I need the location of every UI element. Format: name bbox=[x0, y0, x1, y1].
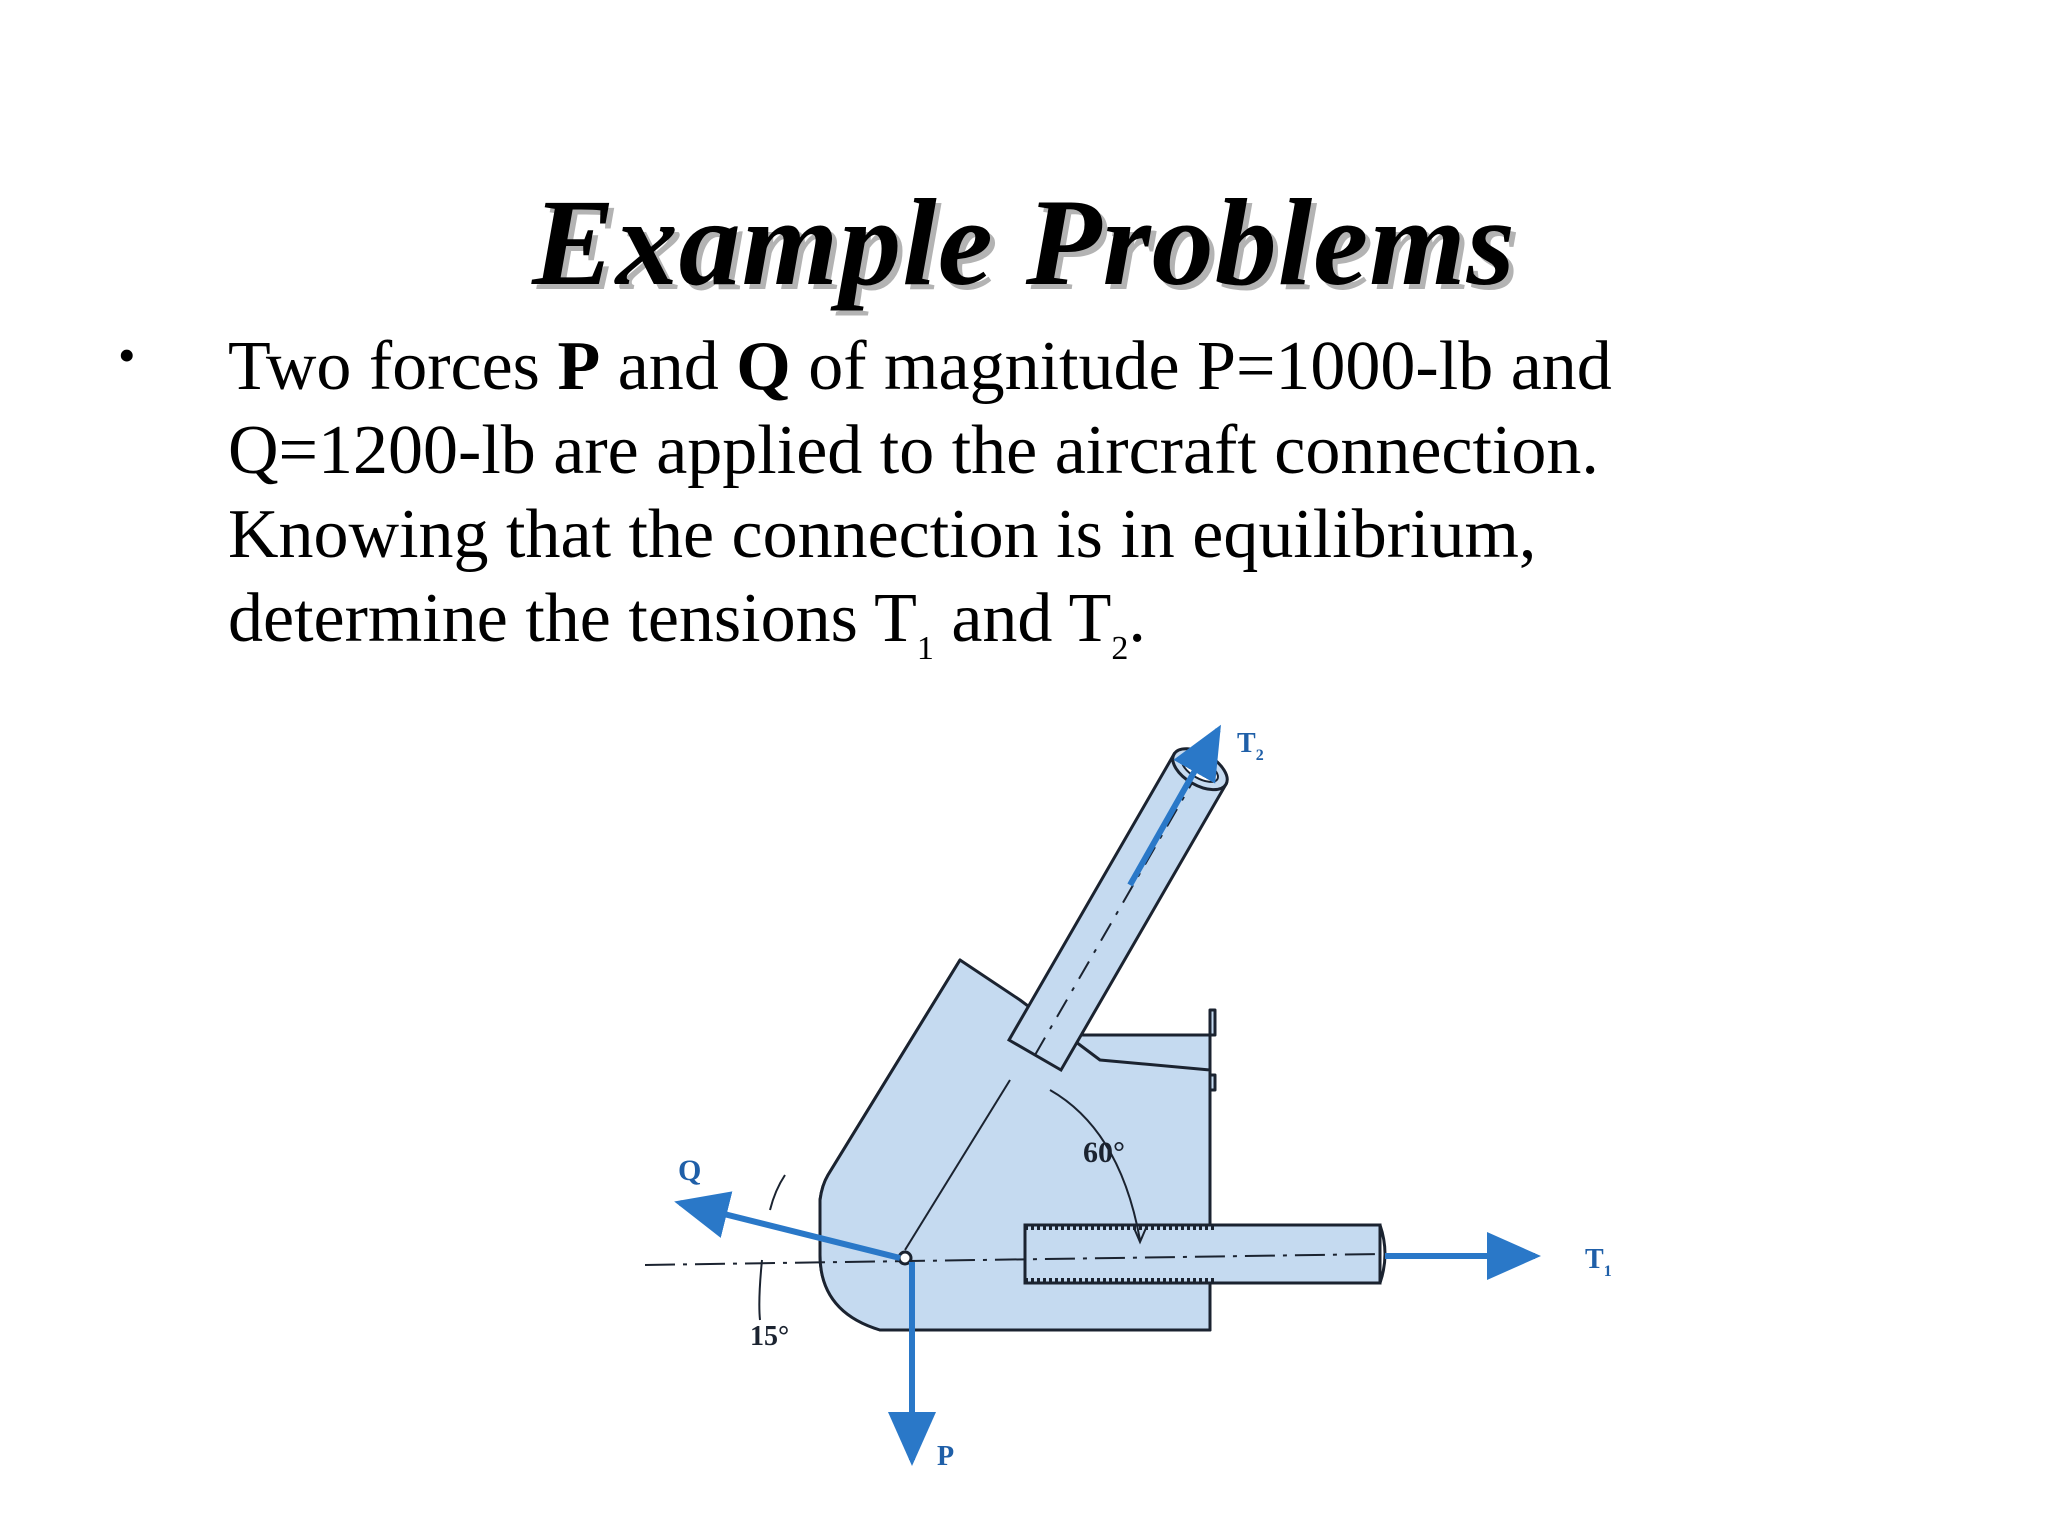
angle-15-arc bbox=[759, 1260, 762, 1320]
inclined-tube bbox=[1009, 740, 1234, 1070]
label-angle-60: 60° bbox=[1083, 1136, 1125, 1169]
problem-line-2: Q=1200-lb are applied to the aircraft connection. bbox=[228, 412, 1599, 489]
slide-title: Example Problems bbox=[532, 174, 1516, 311]
problem-text: determine the tensions T bbox=[228, 580, 917, 657]
label-t1: $T_1$ bbox=[1585, 1244, 1612, 1280]
problem-text: and bbox=[600, 328, 737, 405]
label-q: Q bbox=[678, 1154, 702, 1187]
problem-text: and T bbox=[933, 580, 1112, 657]
bullet-marker: • bbox=[118, 327, 136, 383]
problem-text: . bbox=[1128, 580, 1146, 657]
horizontal-tube bbox=[1025, 1225, 1385, 1283]
angle-15-tick bbox=[770, 1175, 785, 1210]
label-p: P bbox=[937, 1441, 955, 1472]
force-q-bold: Q bbox=[736, 328, 791, 405]
problem-text: Two forces bbox=[228, 328, 558, 405]
problem-line-3: Knowing that the connection is in equilibrium, bbox=[228, 496, 1537, 573]
force-p-bold: P bbox=[557, 328, 601, 405]
subscript-1: 1 bbox=[916, 630, 934, 667]
problem-text: of magnitude P=1000-lb and bbox=[790, 328, 1612, 405]
label-t2: $T_2$ bbox=[1237, 728, 1264, 764]
label-angle-15: 15° bbox=[750, 1321, 790, 1352]
subscript-2: 2 bbox=[1111, 630, 1129, 667]
